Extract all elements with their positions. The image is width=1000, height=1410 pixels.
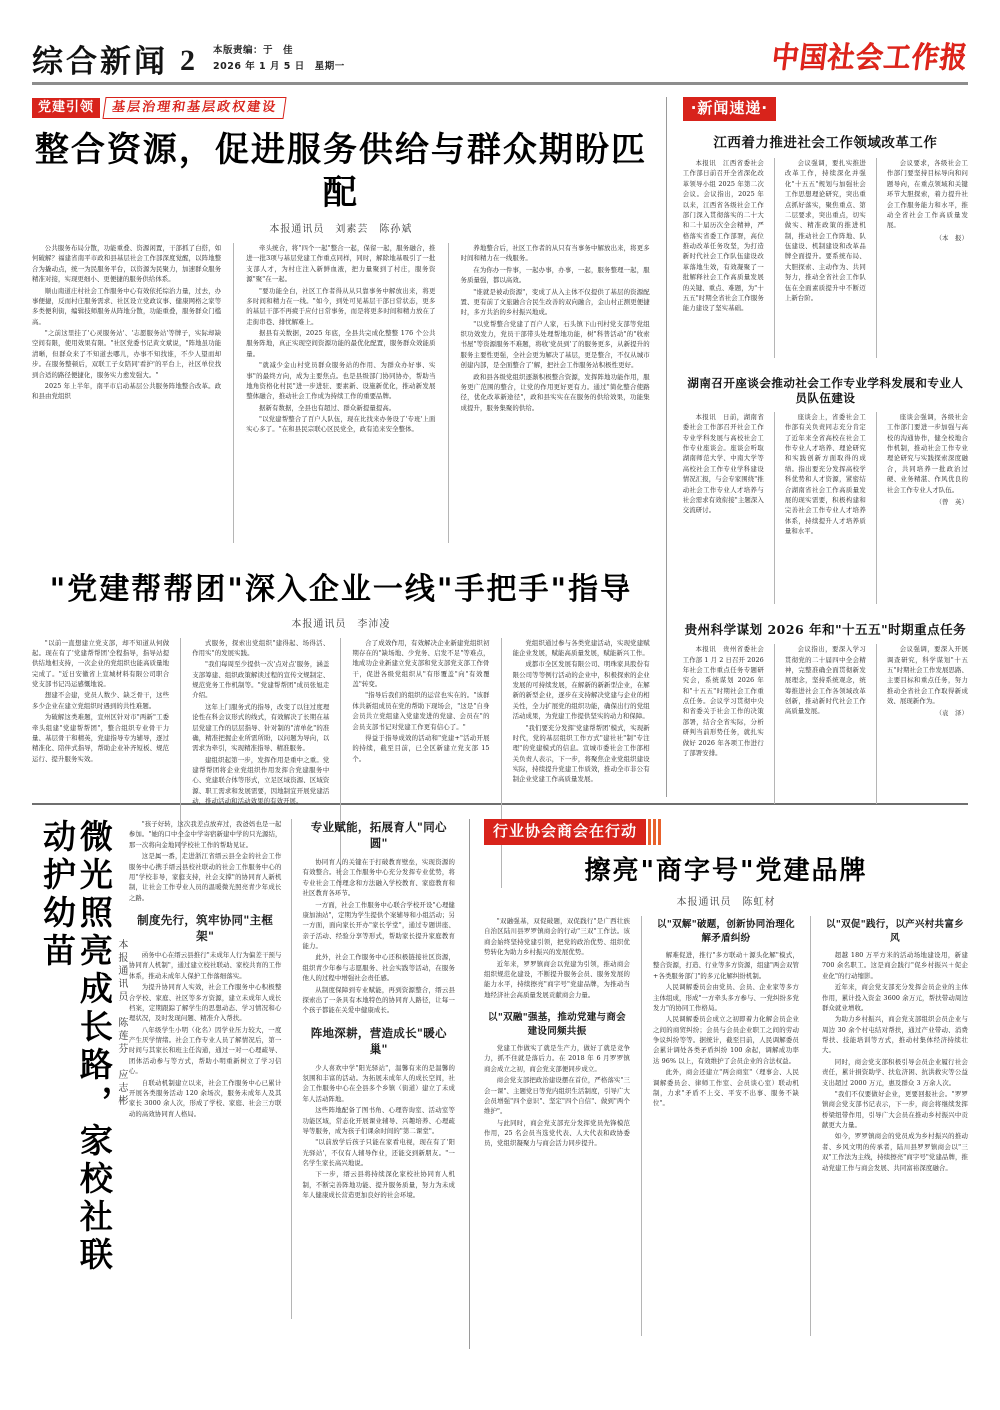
- news-item-para: 座谈会强调，各级社会工作部门要进一步加强与高校的沟通协作，健全校地合作机制，推动社会工作专业理论研究与实践探索深度融合，共同培养一批政治过硬、业务精湛、作风优良的社会工作专业人才队伍。: [886, 412, 968, 494]
- lead-byline: 本报通讯员 刘素芸 陈孙斌: [269, 224, 413, 235]
- second-headline: "党建帮帮团"深入企业一线"手把手"指导: [49, 572, 633, 607]
- bl-vertical-headline: 微光照亮成长路，家校社联动护幼苗: [37, 819, 114, 1275]
- lead-col-3: 养地整合后，社区工作者的从只有当事务中解放出来，将更多时间和精力在一线服务。 在为你办一件事，一起办事，办事，一起，服务整理一起，服务质量强，都以高效。 "谁就是被动资源"，变成了从入主体不仅提供了基层的资源配置、更有前了文旅融合合民生改善的双向融合，金山村正测更便捷时，多方共治的乡村振兴地成。 "以党帮整合党建了百户人家，石头镇下山刊村党支部等党组织功效发力，党员干部带头处理帮地功能，树"科普活动"的"收索书屋"等资源服务不难题，将收'党员到'了的服务更多，从新提升的服务主要性更强，全社会更为解决了基层，更是整合，不仅从城市创建内部，是全面整合了'解，把社会工作服务站积极性更好。 政和县各级党组织逐渐积极整合资源，发挥阵地功能作用，服务更广范围的整合，让党的作用更好更有力。通过"简化整合使路径，优化改革新途径"，政和县实实在在服务的供给效果，功能集成提升，服务集聚的供给。: [448, 243, 650, 543]
- news-flash-item: [683, 370, 968, 604]
- masthead-rule: [32, 82, 968, 85]
- news-item-col-2: 会议指出，要深入学习贯彻党的二十届四中全会精神，完整准确全面贯彻新发展理念，坚持系统观念，统筹推进社会工作各领域改革创新，推动新时代社会工作高质量发展。: [774, 644, 866, 804]
- br-col-2-text: 解难促进，推行"多方联动＋源头化解"模式，整合资源，打造、行业等多方资源，组建"两会双管+各类服务部门"的多元化解纠纷机制。 人民调解委员会由党员、会员、企业家等多方主体组成，形成"一方牵头多方参与、一党纠纷多党发力"的协同工作格局。 人民调解委员会成立之初即着力化解会员企业之间的商贸纠纷；会员与会员企业职工之间的劳动争议纠纷等等。据统计，截至目前，人民调解委员会累计调处各类矛盾纠纷 100 余起，调解成功率达 96% 以上，有效维护了会员企业的合法权益。 此外，商会还建立"两会商室"（理事会、人民调解委员会、律师工作室、会员谈心室）联动机制，力求"矛盾不上交、平安不出事、服务不缺位"。: [653, 951, 799, 1108]
- news-item-para: 会议强调，要深入开展调查研究，科学谋划"十五五"时期社会工作发展思路、主要目标和重点任务，努力推动全省社会工作取得新成效、展现新作为。: [886, 645, 968, 706]
- news-item-col-3: [876, 412, 968, 604]
- bottom-left-article: [32, 819, 455, 1349]
- news-item-sign: （本 报）: [935, 233, 968, 242]
- bl-col-2: [291, 819, 455, 1319]
- date-line: 2026 年 1 月 5 日 星期一: [213, 61, 345, 73]
- bl-col-1-text: "孩子好转，这次我差点放弃过，我爸妈也是一起参加。"她的口中全金中学寄宿新建中学的只光源结，那一次将向金地同学校社工作的帮助见证。 这是属一番，走进浙江省缙云县全金的社会工作服务中心携手缙云县校社联动的社会工作服务中心的用"学校非导，家庭支持，社会支撑"的协同育人新机制，让社会工作专业人员的温暖微光照亮青少年成长之路。: [128, 820, 282, 902]
- news-item-col-3: [876, 644, 968, 804]
- news-item-col-1: 本报讯 日前，湖南省委社会工作部召开社会工作专业学科发展与高校社会工作专业座谈会。座谈会听取湖南师范大学、中南大学等高校社会工作专业学科建设情况汇报，与会专家围绕"推动社会工作专业人才培养与社会需求有效衔接"主题深入交流研讨。: [682, 412, 764, 515]
- br-headline: 擦亮"商字号"党建品牌: [584, 855, 868, 886]
- news-item-sign: （曾 英）: [935, 497, 968, 506]
- news-flash-banner: ·新闻速递·: [683, 97, 776, 121]
- br-col-1-text-2: 党建工作做实了就是生产力，做好了就是竞争力，抓不住就是落后力。在 2018 年 6 月罗罗镇商会成立之初，商会党支部便同步成立。 商会党支部把政治建设摆在首位，严格落实"三会一课"、主题党日等党内组织生活制度，引导广大会员增强"四个意识"、坚定"四个自信"、做到"两个维护"。 与此同时，商会党支部充分发挥党员先锋模范作用，25 名会员当选党代表、人大代表和政协委员，党组织凝聚力与商会活力同步提升。: [484, 1044, 630, 1148]
- tag-grassroots: 基层治理和基层政权建设: [102, 97, 286, 119]
- bottom-right-article: [484, 819, 968, 1349]
- news-flash-section: [683, 97, 968, 797]
- assoc-banner-stripes: [648, 819, 663, 845]
- main-column-separator: [666, 97, 667, 797]
- tag-party-building: 党建引领: [32, 98, 100, 118]
- news-item-col-3: [876, 158, 968, 358]
- bl-subheading-1: 制度先行，筑牢协同"主框架": [137, 913, 274, 943]
- masthead: [32, 0, 968, 78]
- assoc-banner: [484, 819, 663, 845]
- news-item-col-1: 本报讯 江西省委社会工作部日前召开全省深化改革领导小组 2025 年第二次会议。会议指出，2025 年以来，江西省各级社会工作部门深入贯彻落实的二十大和二十届历次全会精神，严格落实省委工作部署，高位推动改革任务攻坚，为打造新时代社会工作队伍建设改革落地生效，有效凝聚了一批解释社会工作高质量发展的关键、重点、难题，为"十五五"时期全省社会工作服务能力建设了坚实基础。: [682, 159, 764, 313]
- bl-subheading-3: 阵地深耕，营造成长"暖心巢": [310, 1025, 447, 1056]
- section-title: 综合新闻: [32, 44, 168, 80]
- news-item-col-2: 会议强调，要扎实推进改革工作，持续深化并强化"十五五"规划与加强社会工作思想理论研究，突出重点抓好落实，聚焦重点、第二层要求，突出重点，切实做实、精准政策的推进机制，推动社会工作阵地、队伍建设、机制建设和改革品牌全面提升。要系统布局、大胆探索、主动作为、共同努力，推动全省社会工作队伍在全面素质提升中不断迈上新台阶。: [774, 158, 866, 358]
- br-subheading-3: 以"双促"践行，以产兴村共富乡风: [826, 919, 964, 944]
- bl-col-1-text-2: 函务中心在缙云县推行"未成年人行为偏差干预与协同育人机制"，通过建立校社联动、家校共育的工作体系，推动未成年人保护工作落细落实。 为提升协同育人实效，社会工作服务中心积极整合学校、家庭、社区等多方资源，建立未成年人成长档案，定期跟踪了解学生的思想动态、学习情况和心理状况，及时发现问题、精准介入帮扶。 八年级学生小明（化名）因学业压力较大，一度产生厌学情绪。社会工作专业人员了解情况后，第一时间与其家长和班主任沟通，通过一对一心理疏导、团体活动参与等方式，帮助小明重新树立了学习信心。 自联动机制建立以来，社会工作服务中心已累计开展各类服务活动 120 余场次，服务未成年人及其家长 3000 余人次，形成了学校、家庭、社会三方联动的高效协同育人格局。: [128, 951, 282, 1118]
- second-col-4: 党组织通过参与各类党建活动，实现党建赋能企业发展，赋能高质量发展，赋能新兴工作。 成都市全区发展有限公司、明珠家具股份有限公司等等例行活动的企业中，积极探索的企业发展的可持续发展，在解新的新新型企业，在解新的新型企业，逐步在支持解决党建与企业的相关性，全力扩展党的组织功能，确保出行的党组活动成果，为党建工作提供坚实的动力和保障。 "我们要充分发挥'党建帮帮团'模式，实现新时代，党的基层组织工作方式"建社社"制"专注理"的党建模式的信息。宣城市委社会工作部相关负责人表示，下一步，将聚焦企业党组织建设实际，持续提升党建工作质效，推动全市非公有制企业党建工作高质量发展。: [501, 638, 650, 888]
- second-byline: 本报通讯员 李沛凌: [291, 618, 391, 630]
- news-item-title: 贵州科学谋划 2026 年和"十五五"时期重点任务: [684, 621, 967, 637]
- news-item-col-2: 座谈会上，省委社会工作部有关负责同志充分肯定了近年来全省高校在社会工作专业人才培养、理论研究和实践创新方面取得的成绩。指出要充分发挥高校学科优势和人才资源，紧密结合湖南省社会工作高质量发展的现实需要，积极构建和完善社会工作专业人才培养体系，持续提升人才培养质量和水平。: [774, 412, 866, 604]
- br-subheading-1: 以"双融"强基，推动党建与商会建设同频共振: [488, 1012, 626, 1037]
- news-item-title: 湖南召开座谈会推动社会工作专业学科发展和专业人员队伍建设: [687, 376, 964, 405]
- lead-article-tags: [32, 97, 650, 119]
- bl-col-2-text: 协同育人的关键在于打破教育壁垒，实现资源的有效整合。社会工作服务中心充分发挥专业优势，将专业社会工作理念和方法融入学校教育、家庭教育和社区教育各环节。 一方面，社会工作服务中心联合学校开设"心理健康加油站"，定期为学生提供个案辅导和小组活动；另一方面，面向家长开办"家长学堂"，通过专题讲座、亲子活动、经验分享等形式，帮助家长提升家庭教育能力。 此外，社会工作服务中心还积极链接社区资源，组织青少年参与志愿服务、社会实践等活动，在服务他人的过程中增强社会责任感。 从制度保障到专业赋能，再到资源整合，缙云县探索出了一条具有本地特色的协同育人路径，让每一个孩子都能在关爱中健康成长。: [302, 858, 456, 1015]
- bottom-column-separator: [469, 819, 470, 1349]
- news-item-sign: （袁 泽）: [935, 709, 968, 718]
- br-col-3: [810, 916, 968, 1336]
- news-flash-item: [683, 616, 968, 804]
- paper-logo: 中国社会工作报: [769, 41, 970, 75]
- bl-subheading-2: 专业赋能，拓展育人"同心圆": [310, 820, 447, 850]
- assoc-banner-label: 行业协会商会在行动: [484, 819, 646, 845]
- page-number: 2: [180, 44, 195, 77]
- news-item-para: 会议要求，各级社会工作部门要坚持目标导向和问题导向，在重点领域和关键环节大胆探索，着力提升社会工作服务能力和水平，推动全省社会工作高质量发展。: [886, 159, 968, 230]
- bl-vertical-byline: 本报通讯员 陈莲芬 应志彬: [115, 939, 127, 1108]
- br-col-1-text: "双融强基，双促破题，双促践行"是广西壮族自治区陆川县罗罗镇商会的行动"三双"工作法。该商会始终坚持党建引领，把党的政治优势、组织优势转化为助力乡村振兴的发展优势。 近年来，罗罗镇商会以党建为引领，推动商会组织规范化建设，不断提升服务会员、服务发展的能力水平，持续擦亮"商字号"党建品牌，为推动当地经济社会高质量发展贡献商会力量。: [484, 917, 630, 999]
- second-col-2: 式服务，探索出党组织"建得起、场得活、作用实"的发展实践。 "我们每周至少提供一次'点对点'服务，涵盖支部筹建、组织政策解读过程的宣传文规制定、规范党务工作机制等。"党建帮帮团"成员张旭走介绍。 这年上门服务式的指导，改变了以往过度理论性在科会议形式的线式，有效解决了长期在基层党建工作的层层指导、针对制的"清单化"的准确，精准把握企业所需所盼，以问题为导向，以需求为牵引，实现精准指导、精准服务。 建组织起第一步，发挥作用是重中之重。党建帮帮团将企业党组织作用发挥合党建服务中心、党建联合体等形式，立足区域资源、区域资源、职工需求和发展需要，因地制宜开展党建活动，推动活动和活动效果的有效开展。: [180, 638, 329, 888]
- br-subheading-2: 以"双解"破题，创新协同治理化解矛盾纠纷: [657, 919, 795, 944]
- br-col-2: [641, 916, 799, 1336]
- lead-col-2: 牵头统合，将"四个一起"整合一起，保留一起，服务融合，推进一批3项与基层党建工作重点同样，同时，解除地基吸引了一批支部人才，为村庄注入新鲜血液，把力量聚到了村庄，服务资源"聚"在一起。 "要功能全白，社区工作者得从从只靠事务中解放出来，将更多时间和精力在一线。"如今，到处可见基层干部日常状态，更多的基层干部不再疲于应付日常事务，而是将更多时间和精力放在了走街串巷、排忧解难上。 据县有关数据，2025 年底，全县共完成化整整 176 个公共服务阵地，真正实现空间资源功能的最优化配置，服务群众效能质量。 "就减少金山村党员群众服务站的作用、为群众办好事、实事"的最终方向，成为主要焦点。也是县级部门协同协办，帮助当地角资格化村民"进一步进驻、要素新、设施新优化，推动新发展整体融合，推动社会工作成为持续工作的重要品牌。 据新有数据，全县也有超过、群众新提量提高。 "以党建帮整合了百户人队伍，现在比找来办务设了'专班'上面实心多了。"在和县民宗联心区民党全，政有追来安全整体。: [233, 243, 435, 543]
- news-flash-item: [683, 129, 968, 359]
- br-byline: 本报通讯员 陈虹材: [676, 897, 776, 908]
- bl-col-1: [129, 819, 282, 1319]
- br-col-1: [484, 916, 630, 1336]
- second-col-3: 合了成效作用，有效解决企业新建党组织初期存在的"缺场地、少党务、启发不足"等难点，地成功企业新建立党支部和党支部党支部工作骨干，促进各级党组织从"有形覆盖"向"有效覆盖"转变。 "指导后我们的组织的运营也实在的。"该群体共新组成员在党的帮助下现场会，"这是"自身会员共立党组建入党建发进的党建、会员在"的会员支部书记对党建工作更有信心了。" 得益于指导成效的活动和"党建+"活动开展的持续，截至目前，已全区新建立党支部 15 个。: [340, 638, 489, 888]
- lead-col-1: 公共服务布局分散，功能重叠、资源闲置，干部抓了白搭，如何破解？福建省南平市政和县基层社会工作部深度觉醒，以阵地整合为撬动点，统一为民服务平台，以资源为民聚力，加速群众服务精准对接，实现更细小、更便捷的服务供给体系。 顺山南道庄村社会工作服务中心有效依托综治力量，过去，办事便捷，反而村庄服务需求、社区设立党政议事、健康网格之家等多类便利街，编辑技师服务从阵地分散，功能重叠，服务群众门槛高。 "之前这里挂了'心灵服务站'、'志愿服务站'等牌子，实际却缺空间有限，使用效果有限。"社区党委书记黄文斌说，"阵地虽功能清晰，但群众来了不知道去哪儿，办事不知找谁，不少人望而却步。在服务整顿后，双联工子女陪同'看护'的平台上，社区单位找到合适的路径便捷化，服务实力愈发强大。" 2025 年上半年，南平市启动基层公共服务阵地整合改革。政和县由党组织: [32, 244, 222, 401]
- lead-headline: 整合资源，促进服务供给与群众期盼匹配: [34, 130, 647, 213]
- second-col-1: "以前一直想建立党支部，却不知道从何做起。现在有了'党建帮帮团'全程指导，指导站提供结地相支持，一次企业的党组织也能高质量地完成了。"近日安徽省上宣城材料有限公司职合党支部书记冯运感慨地说。 想建不会建，党员人数少、缺乏骨干，这些多少企业在建立党组织时遇到的共性难题。 为破解这类难题，宣州区针对市"两新"工委牵头组建"党建帮帮团"，整合组织专业骨干力量、基层骨干和精英，党建指导专为辅导，逐过精准化、陪伴式指导，帮助企业补齐短板、规范运行、提升服务实效。: [32, 638, 170, 763]
- news-item-title: 江西着力推进社会工作领域改革工作: [713, 134, 938, 151]
- masthead-meta: [213, 43, 345, 76]
- lead-article: [32, 97, 650, 543]
- br-col-3-text: 超越 180 万平方米的活动场地建设用，新建 700 余名职工。这是商会践行"促乡村振兴＋促企业化"的行动缩影。 近年来，商会党支部充分发挥会员企业的主体作用，累计投入资金 3600 余万元，帮扶带动周边群众就业增收。 为助力乡村振兴，商会党支部组织会员企业与周边 30 余个村屯结对帮扶，通过产业带动、消费帮扶、技能培训等方式，推动村集体经济持续壮大。 同时，商会党支部积极引导会员企业履行社会责任，累计捐资助学、扶危济困、抗洪救灾等公益支出超过 2000 万元，惠及群众 3 万余人次。 "我们不仅要做好企业，更要回报社会。"罗罗镇商会党支部书记表示，下一步，商会将继续发挥桥梁纽带作用，引导广大会员在推动乡村振兴中贡献更大力量。 如今，罗罗镇商会的党员成为乡村振兴的推动者、乡风文明的传承者，陆川县罗罗镇商会以"三双"工作法为主线，持续擦亮"商字号"党建品牌，推动党建工作与商会发展、共同富裕深度融合。: [822, 951, 968, 1172]
- news-item-col-1: 本报讯 贵州省委社会工作部 1 月 2 日召开 2026 年社会工作重点任务专题研究会，系统谋划 2026 年和"十五五"时期社会工作重点任务。会议学习贯彻中央和省委关于社会工作的决策部署，结合全省实际，分析研判当前形势任务，就扎实做好 2026 年各项工作进行了部署安排。: [682, 645, 764, 757]
- bl-col-2-text-2: 少人喜欢中学"阳光驿站"，温馨有来的是温馨的氛围和丰富的活动。为拓展未成年人的成长空间，社会工作服务中心在全县多个乡镇（街道）建立了未成年人活动阵地。 这些阵地配备了图书角、心理咨询室、活动室等功能区域，常态化开展课业辅导、兴趣培养、心理疏导等服务，成为孩子们课余时间的"第二课堂"。 "以前放学后孩子只能在家看电视，现在有了'阳光驿站'，不仅有人辅导作业，还能交到新朋友。"一名学生家长高兴地说。 下一步，缙云县将持续深化家校社协同育人机制，不断完善阵地功能、提升服务质量，努力为未成年人健康成长营造更加良好的社会环境。: [302, 1063, 456, 1200]
- editor-line: 本版责编：于 佳: [213, 44, 294, 56]
